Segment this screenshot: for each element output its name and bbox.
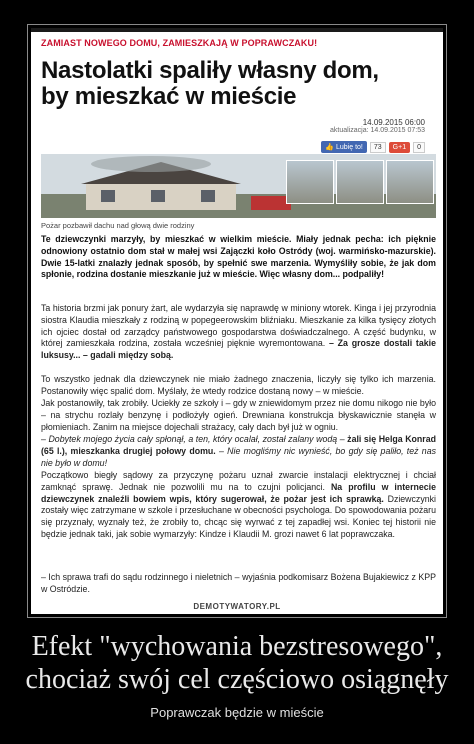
thumbnail-1[interactable]: [286, 160, 334, 204]
paragraph-5-bold: Na profilu w internecie dziewczynek znaleźli bowiem wpis, który sugerował, że pożar jest ich sprawką.: [41, 481, 436, 504]
paragraph-2: To wszystko jednak dla dziewczynek nie miało żadnego znaczenia, liczyły się tylko ich marzenia. Postanowiły więc spalić dom. Myślały, że wtedy rodzice dostaną nowy – w mieście.: [41, 374, 436, 396]
headline-line-2: by mieszkać w mieście: [41, 83, 297, 110]
thumbnail-3[interactable]: [386, 160, 434, 204]
paragraph-5: [41, 470, 436, 541]
quote-part-2: – Nie mogliśmy nic wynieść, bo gdy się paliło, też nas nie było w domu!: [41, 445, 436, 468]
site-watermark: DEMOTYWATORY.PL: [193, 602, 281, 611]
fb-like-label: Lubię to!: [336, 143, 363, 151]
paragraph-5-rest: Dziewczynki zostały więc zatrzymane w szkole i przesłuchane w obecności psychologa. Do spowodowania pożaru się przyznały, wyznały też, że zrobiły to, chcąc się wyrwać z tej zapadłej wsi. Koniec tej historii nie będzie jednak taki, jak sobie wymarzyły: Kindze i Klaudii M. grozi nawet 6 lat poprawczaka.: [41, 493, 436, 539]
facebook-like-button[interactable]: [321, 141, 367, 153]
paragraph-4: [41, 434, 436, 469]
google-plus-button[interactable]: G+1: [389, 142, 410, 153]
headline-line-1: Nastolatki spaliły własny dom,: [41, 57, 379, 84]
title-line-2: chociaż swój cel częściowo osiągnęły: [25, 664, 449, 695]
article-lead: Te dziewczynki marzyły, by mieszkać w wielkim mieście. Miały jednak pecha: ich pięknie odnowiony ostatnio dom stał w małej wsi Zajączki koło Ostródy (woj. warmińsko-mazurskie). Dwie 15-latki znalazły jednak sposób, by spełnić swe marzenia. Wymyśliły sobie, że jak dom spłonie, rodzina dostanie mieszkanie już w mieście. Więc własny dom... podpaliły!: [41, 234, 436, 280]
facebook-like-count: 73: [370, 142, 386, 153]
demotivator-subtitle: Poprawczak będzie w mieście: [150, 705, 324, 720]
article-screenshot: [31, 28, 443, 614]
publish-date: 14.09.2015 06:00: [362, 118, 425, 127]
title-line-1: Efekt "wychowania bezstresowego",: [31, 631, 443, 662]
article-headline: [41, 58, 436, 110]
quote-part-1: – Dobytek mojego życia cały spłonął, a ten, który ocalał, został zalany wodą –: [41, 434, 345, 444]
thumbs-up-icon: 👍: [325, 144, 334, 151]
quote-speaker: żali się Helga Konrad (65 l.), mieszkanka drugiej połowy domu.: [41, 434, 436, 456]
article-kicker: ZAMIAST NOWEGO DOMU, ZAMIESZKAJĄ W POPRAWCZAKU!: [41, 38, 318, 48]
google-plus-count: 0: [413, 142, 425, 153]
social-buttons: [321, 141, 425, 153]
paragraph-1: [41, 303, 436, 362]
paragraph-1-bold: – Za grosze dostali takie luksusy... – gadali między sobą.: [41, 338, 436, 361]
thumbnail-2[interactable]: [336, 160, 384, 204]
demotivator-frame: [27, 24, 447, 618]
demotivator-title: [0, 630, 474, 696]
article-top-bar: [31, 28, 443, 32]
paragraph-6: – Ich sprawa trafi do sądu rodzinnego i nieletnich – wyjaśnia podkomisarz Bożena Bujakiewicz z KPP w Ostródzie.: [41, 572, 436, 594]
paragraph-5-text: Początkowo biegły sądowy za przyczynę pożaru uznał zwarcie instalacji elektrycznej i chciał zamknąć sprawę. Jednak nie pozwolili mu na to czujni policjanci.: [41, 470, 436, 492]
update-date: aktualizacja: 14.09.2015 07:53: [330, 127, 425, 134]
photo-caption: Pożar pozbawił dachu nad głową dwie rodziny: [41, 221, 195, 230]
article-date: [330, 118, 425, 134]
paragraph-3: Jak postanowiły, tak zrobiły. Uciekły ze szkoły i – gdy w zniewidomym przez nie domu nikogo nie było – na strychu rozlały benzynę i podłożyły ogień. Drewniana konstrukcja błyskawicznie stanęła w płomieniach. Zanim na miejsce dojechali strażacy, cały dach był już w ogniu.: [41, 398, 436, 432]
paragraph-1-text: Ta historia brzmi jak ponury żart, ale wydarzyła się naprawdę w miniony wtorek. Kinga i jej przyrodnia siostra Klaudia mieszkały z rodziną w popegeerowskim bliźniaku. Mieszkanie za kilka tysięcy złotych ich ojciec dostał od zarządcy państwowego gospodarstwa doświadczalnego. A część budynku, w której zamieszkała rodzina, została wcześniej pięknie wyremontowana.: [41, 303, 436, 349]
